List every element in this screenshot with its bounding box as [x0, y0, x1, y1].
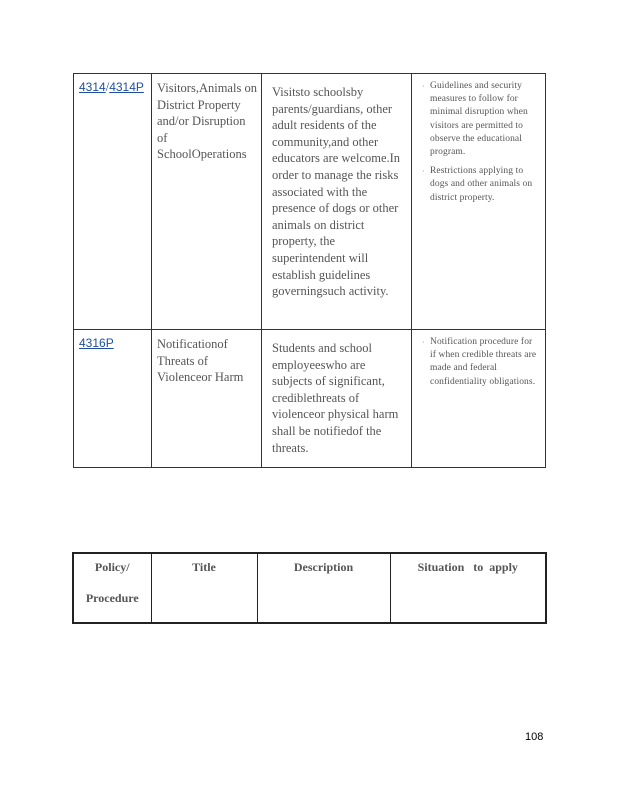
policy-situation-cell	[412, 74, 546, 330]
bullet-icon: ·	[422, 338, 425, 347]
policy-description: Students and school employeeswho are subjects of significant, crediblethreats of violenceor physical harm shall be notifiedof the threats.	[262, 330, 412, 468]
table-row	[74, 330, 546, 468]
header-table	[72, 552, 547, 624]
header-situation: Situation to apply	[390, 553, 546, 623]
policy-id-separator: /	[105, 80, 110, 94]
policy-id-cell	[74, 330, 152, 468]
header-procedure: Procedure	[85, 591, 139, 605]
bullet-icon: ·	[422, 82, 425, 91]
table-row	[74, 74, 546, 330]
situation-item	[422, 336, 539, 389]
situation-text: Notification procedure for if when credible threats are made and federal confidentiality obligations.	[430, 337, 537, 387]
policy-situation-cell	[412, 330, 546, 468]
situation-text: Guidelines and security measures to follow for minimal disruption when visitors are permitted to observe the educational program.	[430, 81, 528, 158]
situation-item	[422, 165, 539, 205]
policy-link-4314p[interactable]: 4314P	[109, 80, 144, 94]
policy-id-cell	[74, 74, 152, 330]
policy-description: Visitsto schoolsby parents/guardians, other adult residents of the community,and other educators are welcome.In order to manage the risks associated with the presence of dogs or other animals on district property, the superintendent will establish guidelines governingsuch activity.	[262, 74, 412, 330]
policy-title: Notificationof Threats of Violenceor Harm	[152, 330, 262, 468]
policy-table	[73, 73, 546, 468]
header-title: Title	[151, 553, 257, 623]
situation-text: Restrictions applying to dogs and other animals on district property.	[430, 166, 533, 203]
header-policy: Policy/	[94, 560, 130, 574]
situation-item	[422, 80, 539, 159]
header-description: Description	[257, 553, 390, 623]
policy-link-4314[interactable]: 4314	[79, 80, 106, 94]
policy-title: Visitors,Animals on District Property and/or Disruption of SchoolOperations	[152, 74, 262, 330]
bullet-icon: ·	[422, 167, 425, 177]
policy-link-4316p[interactable]: 4316P	[79, 336, 114, 350]
page-number: 108	[525, 731, 544, 743]
header-policy-procedure	[73, 553, 151, 623]
table-header-row	[73, 553, 546, 623]
